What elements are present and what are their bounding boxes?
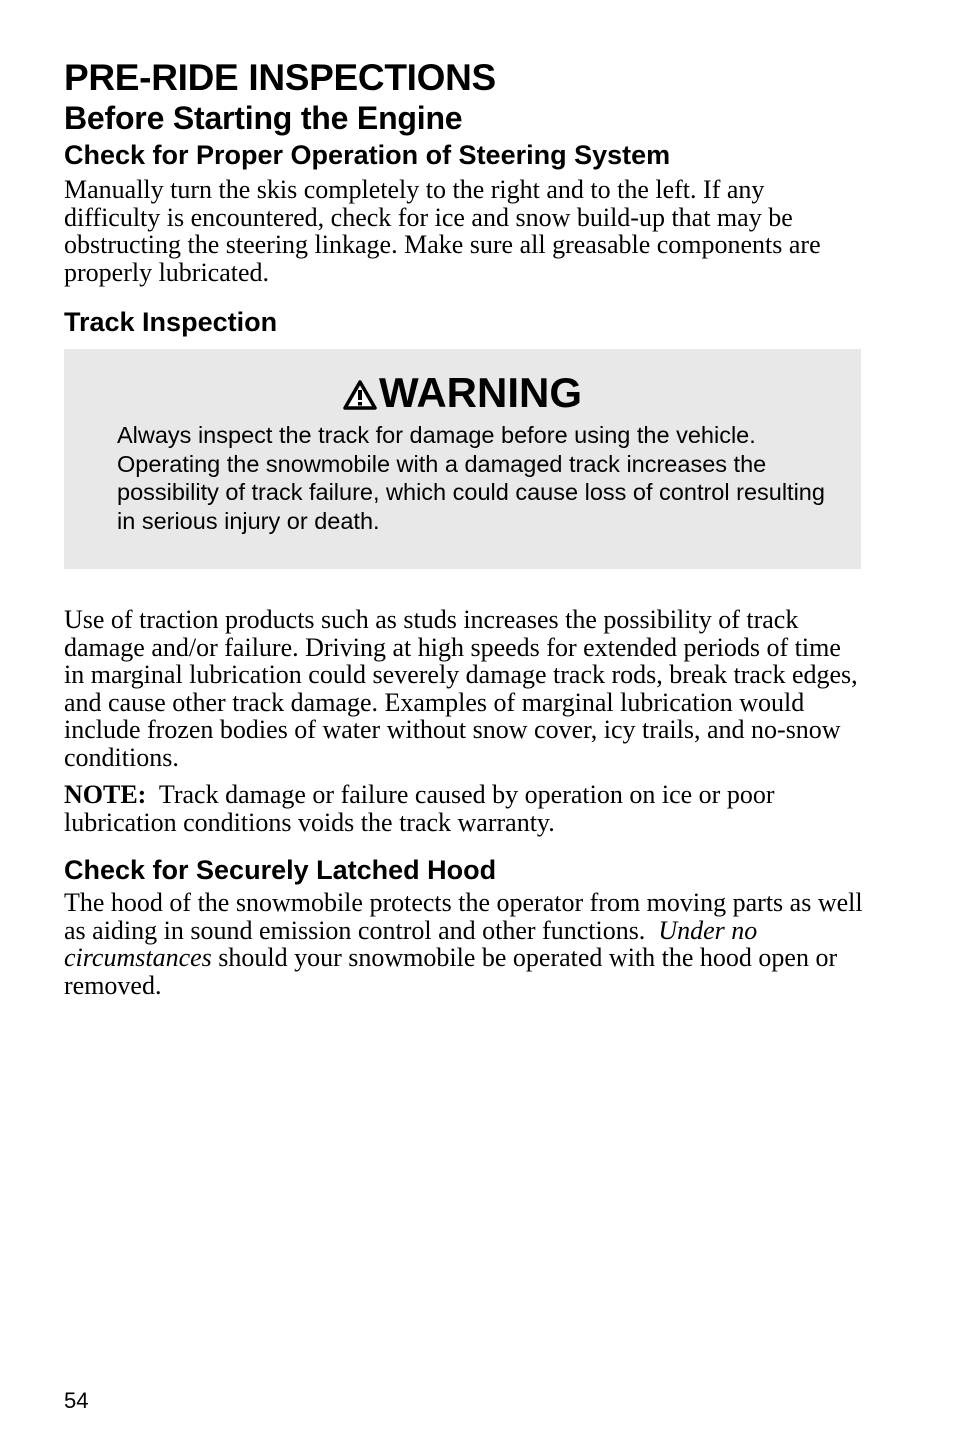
warning-triangle-icon [343, 380, 377, 410]
traction-paragraph: Use of traction products such as studs increases the possibility of track damage and/or failure. Driving at high speeds for extended periods of time in marginal lubrication could severely damage track rods, break track edges, and cause other track damage. Examples of marginal lubrication would include frozen bodies of water without snow cover, icy trails, and no-snow conditions. [64, 605, 858, 772]
steering-heading: Check for Proper Operation of Steering System [64, 140, 671, 170]
warning-title [64, 369, 861, 417]
note-text: Track damage or failure caused by operation on ice or poor lubrication conditions voids the track warranty. [64, 780, 775, 837]
manual-page [64, 56, 864, 999]
warning-title-text: WARNING [379, 369, 582, 416]
page-number: 54 [64, 1388, 89, 1413]
hood-paragraph-start: The hood of the snowmobile protects the operator from moving parts as well as aiding in sound emission control and other functions. [64, 888, 863, 945]
warning-box [64, 349, 861, 569]
hood-paragraph [64, 889, 864, 999]
steering-paragraph: Manually turn the skis completely to the right and to the left. If any difficulty is encountered, check for ice and snow build-up that may be obstructing the steering linkage. Make sure all greasable components are properly lubricated. [64, 175, 821, 287]
warning-text: Always inspect the track for damage before using the vehicle. Operating the snowmobile with a damaged track increases the possibility of track failure, which could cause loss of control resulting in serious injury or death. [117, 422, 825, 534]
page-subtitle: Before Starting the Engine [64, 100, 463, 136]
note-paragraph [64, 781, 864, 836]
page-title: PRE-RIDE INSPECTIONS [64, 57, 496, 98]
track-inspection-heading: Track Inspection [64, 307, 278, 337]
hood-paragraph-end: should your snowmobile be operated with the hood open or removed. [64, 943, 838, 1000]
note-label: NOTE: [64, 780, 147, 809]
hood-heading: Check for Securely Latched Hood [64, 855, 497, 885]
hood-paragraph-emphasis: Under no circumstances [64, 915, 758, 972]
